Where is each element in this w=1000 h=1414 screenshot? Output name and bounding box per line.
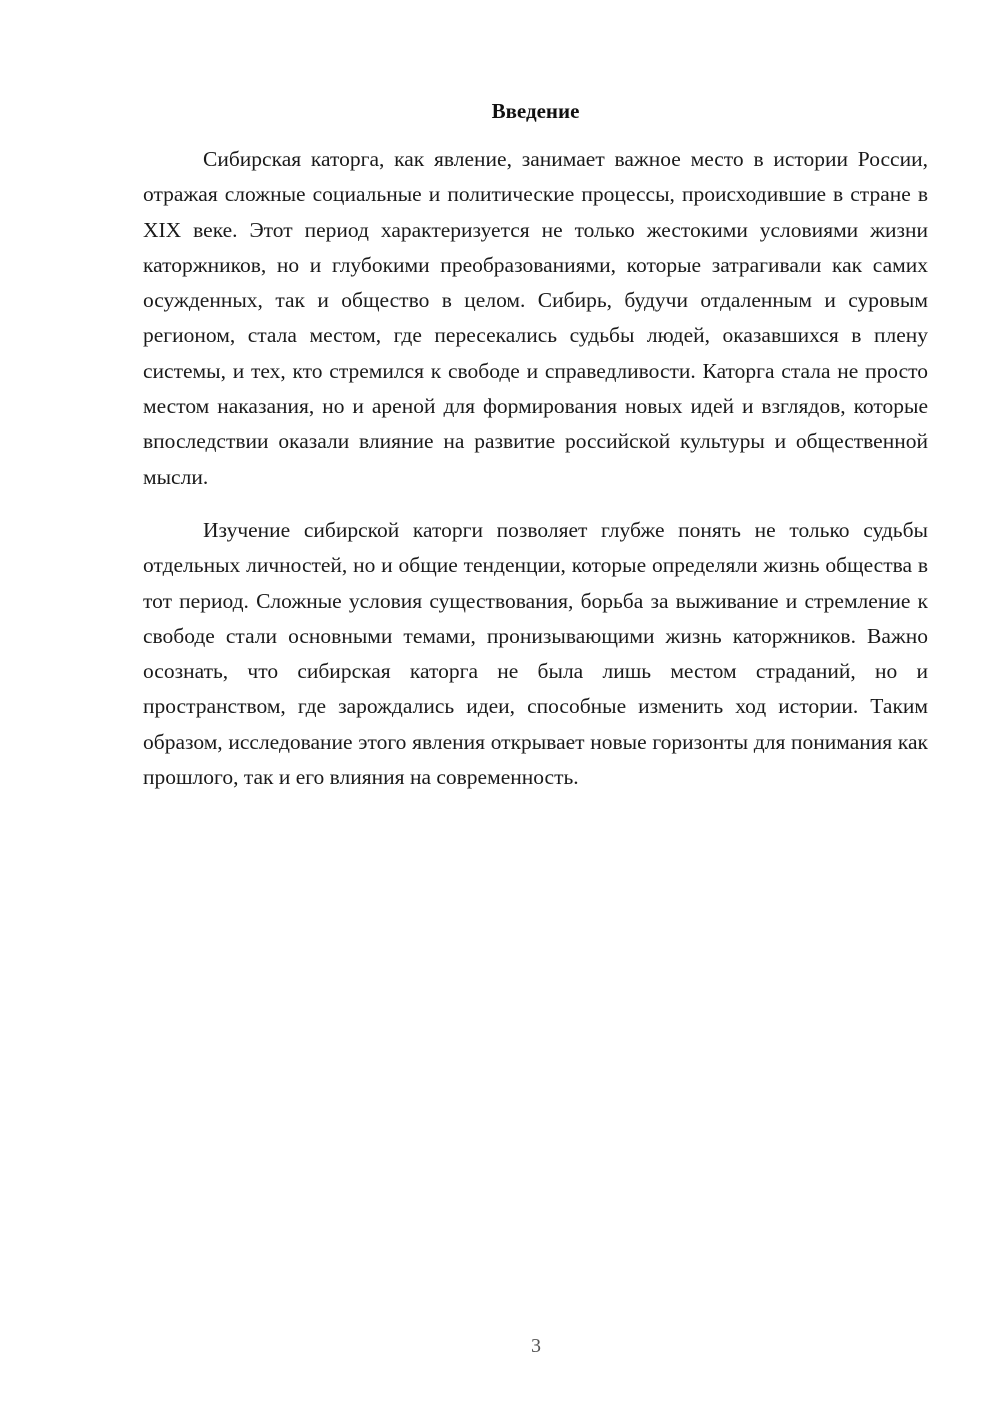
paragraph-2: Изучение сибирской каторги позволяет глубже понять не только судьбы отдельных личностей, но и общие тенденции, которые определяли жизнь общества в тот период. Сложные условия существования, борьба за выживание и стремление к свободе стали основными темами, пронизывающими жизнь каторжников. Важно осознать, что сибирская каторга не была лишь местом страданий, но и пространством, где зарождались идеи, способные изменить ход истории. Таким образом, исследование этого явления открывает новые горизонты для понимания как прошлого, так и его влияния на современность. [143,517,928,790]
section-title: Введение [491,99,580,123]
page-content [143,94,928,795]
page-number: 3 [531,1335,541,1357]
paragraph-1: Сибирская каторга, как явление, занимает важное место в истории России, отражая сложные социальные и политические процессы, происходившие в стране в XIX веке. Этот период характеризуется не только жестокими условиями жизни каторжников, но и глубокими преобразованиями, которые затрагивали как самих осужденных, так и общество в целом. Сибирь, будучи отдаленным и суровым регионом, стала местом, где пересекались судьбы людей, оказавшихся в плену системы, и тех, кто стремился к свободе и справедливости. Каторга стала не просто местом наказания, но и ареной для формирования новых идей и взглядов, которые впоследствии оказали влияние на развитие российской культуры и общественной мысли. [143,147,928,489]
